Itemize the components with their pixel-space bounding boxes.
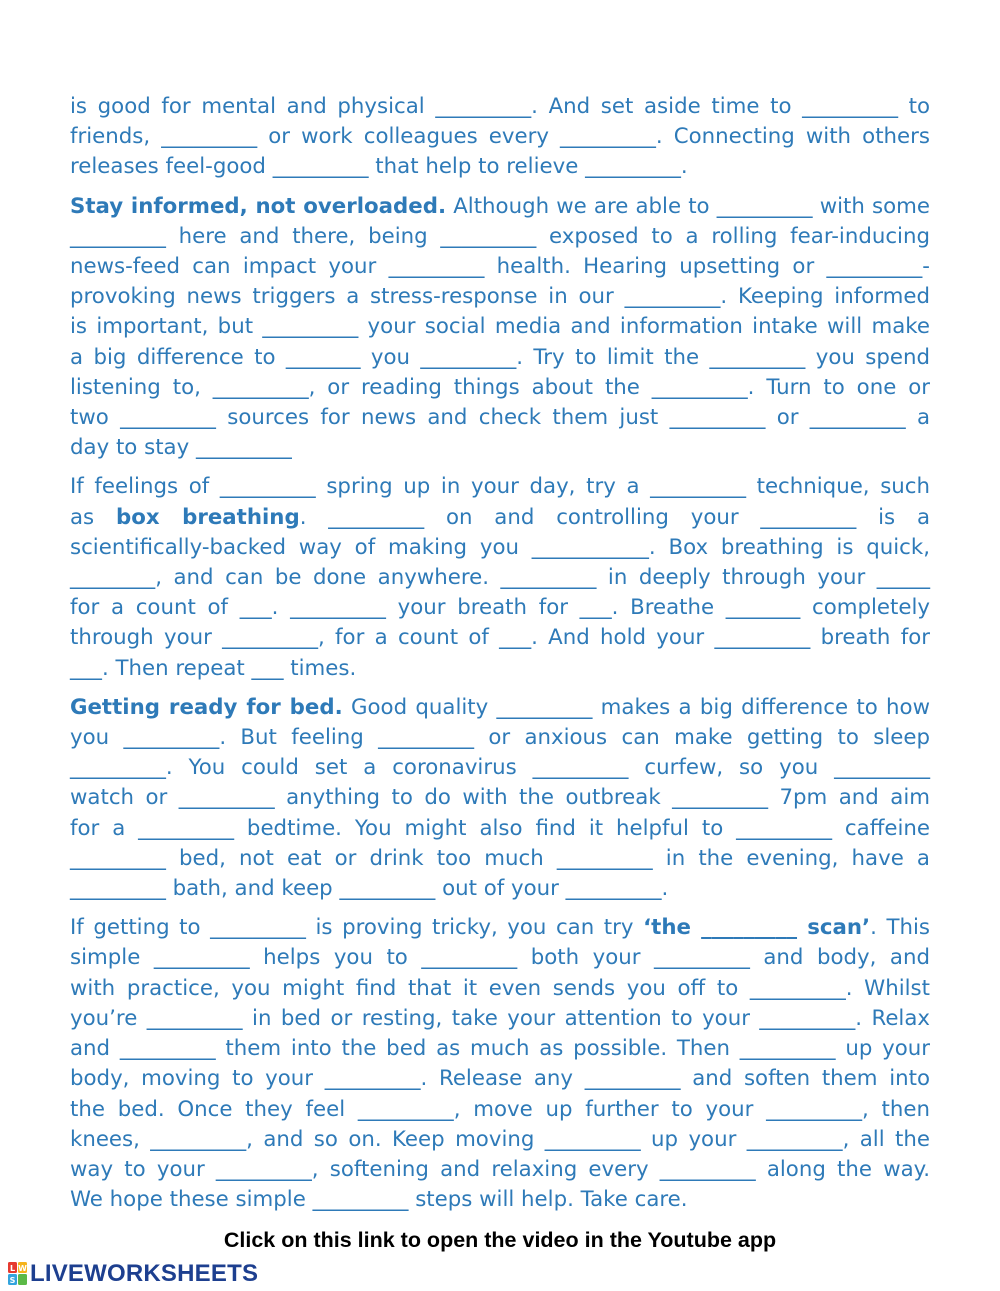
text-line: [70, 503, 930, 533]
text-segment: knees, _________, and so on. Keep moving _________ up your _________, all the: [70, 1126, 930, 1152]
text-line: [70, 252, 930, 282]
worksheet: [70, 92, 930, 1224]
text-line: [70, 753, 930, 783]
text-line: [70, 122, 930, 152]
text-segment: scientifically-backed way of making you ___________. Box breathing is quick,: [70, 534, 930, 560]
text-segment: a big difference to _______ you _________. Try to limit the _________ you spend: [70, 344, 930, 370]
text-segment: If getting to _________ is proving tricky, you can try: [70, 915, 644, 941]
text-line: [70, 1034, 930, 1064]
text-line: [70, 282, 930, 312]
text-line: [70, 943, 930, 973]
text-segment: is good for mental and physical _________. And set aside time to _________ to: [70, 94, 930, 119]
text-line: [70, 693, 930, 723]
text-segment: with practice, you might find that it even sends you off to _________. Whilst: [70, 975, 930, 1001]
text-line: [70, 623, 930, 653]
text-segment: as: [70, 504, 116, 530]
text-line: [70, 403, 930, 433]
text-line: [70, 472, 930, 502]
text-segment: and _________ them into the bed as much as possible. Then _________ up your: [70, 1036, 930, 1062]
text-segment: _________ here and there, being _________ exposed to a rolling fear-inducing: [70, 223, 930, 249]
svg-text:W: W: [18, 1264, 27, 1273]
paragraph: [70, 472, 930, 683]
text-line: [70, 654, 930, 684]
brand-name: LIVEWORKSHEETS: [30, 1260, 259, 1287]
text-line: [70, 1004, 930, 1034]
text-line: [70, 913, 930, 943]
text-segment: provoking news triggers a stress-response in our _________. Keeping informed: [70, 284, 930, 310]
text-segment: through your _________, for a count of ___. And hold your _________ breath for: [70, 625, 930, 651]
text-segment: If feelings of _________ spring up in your day, try a _________ technique, such: [70, 474, 930, 500]
text-line: [70, 844, 930, 874]
text-segment: news-feed can impact your _________ health. Hearing upsetting or _________-: [70, 254, 930, 280]
paragraph: [70, 192, 930, 464]
bold-text: ‘the _________ scan’: [643, 915, 871, 941]
text-segment: you’re _________ in bed or resting, take your attention to your _________. Relax: [70, 1005, 930, 1031]
paragraph: [70, 913, 930, 1215]
text-line: [70, 533, 930, 563]
text-segment: releases feel-good _________ that help to relieve _________.: [70, 154, 688, 180]
text-segment: _________ bath, and keep _________ out of your _________.: [70, 876, 669, 902]
text-line: [70, 433, 930, 463]
text-line: [70, 1064, 930, 1094]
youtube-video-link[interactable]: Click on this link to open the video in the Youtube app: [223, 1228, 777, 1252]
text-segment: We hope these simple _________ steps will help. Take care.: [70, 1187, 688, 1213]
paragraph: [70, 693, 930, 904]
text-segment: you _________. But feeling _________ or anxious can make getting to sleep: [70, 725, 930, 751]
text-segment: the bed. Once they feel _________, move up further to your _________, then: [70, 1096, 930, 1122]
text-segment: is important, but _________ your social media and information intake will make: [70, 314, 930, 340]
text-line: [70, 92, 930, 122]
text-line: [70, 593, 930, 623]
text-segment: friends, _________ or work colleagues every _________. Connecting with others: [70, 124, 930, 150]
text-line: [70, 563, 930, 593]
text-segment: listening to, _________, or reading things about the _________. Turn to one or: [70, 374, 930, 400]
text-segment: ___. Then repeat ___ times.: [70, 655, 357, 681]
paragraph: [70, 92, 930, 183]
text-line: [70, 723, 930, 753]
svg-text:S: S: [9, 1276, 16, 1285]
text-line: [70, 1125, 930, 1155]
text-segment: day to stay _________: [70, 435, 292, 461]
text-line: [70, 222, 930, 252]
text-line: [70, 1155, 930, 1185]
text-line: [70, 1185, 930, 1215]
text-line: [70, 192, 930, 222]
bold-text: Stay informed, not overloaded.: [70, 193, 447, 219]
text-segment: _________ bed, not eat or drink too much _________ in the evening, have a: [70, 845, 930, 871]
text-line: [70, 152, 930, 182]
text-segment: for a count of ___. _________ your breath for ___. Breathe _______ completely: [70, 595, 930, 621]
svg-text:L: L: [9, 1264, 16, 1273]
bold-text: Getting ready for bed.: [70, 694, 343, 720]
bold-text: box breathing: [115, 504, 300, 530]
text-line: [70, 783, 930, 813]
text-segment: for a _________ bedtime. You might also find it helpful to _________ caffeine: [70, 815, 930, 841]
text-segment: . This: [870, 915, 930, 941]
text-line: [70, 1095, 930, 1125]
text-segment: ________, and can be done anywhere. _________ in deeply through your _____: [70, 565, 930, 591]
text-segment: Although we are able to _________ with some: [446, 193, 931, 219]
text-segment: two _________ sources for news and check them just _________ or _________ a: [70, 405, 930, 431]
text-line: [70, 814, 930, 844]
liveworksheets-logo-icon: [8, 1262, 28, 1286]
text-segment: simple _________ helps you to _________ both your _________ and body, and: [70, 945, 930, 971]
text-segment: watch or _________ anything to do with the outbreak _________ 7pm and aim: [70, 785, 930, 811]
text-segment: Good quality _________ makes a big difference to how: [342, 694, 930, 720]
text-segment: way to your _________, softening and relaxing every _________ along the way.: [70, 1156, 930, 1182]
text-line: [70, 373, 930, 403]
text-line: [70, 343, 930, 373]
text-segment: body, moving to your _________. Release any _________ and soften them into: [70, 1066, 930, 1092]
brand-footer: [8, 1259, 258, 1289]
text-segment: . _________ on and controlling your _________ is a: [299, 504, 930, 530]
text-line: [70, 874, 930, 904]
text-line: [70, 312, 930, 342]
text-segment: _________. You could set a coronavirus _________ curfew, so you _________: [70, 755, 930, 781]
text-line: [70, 974, 930, 1004]
